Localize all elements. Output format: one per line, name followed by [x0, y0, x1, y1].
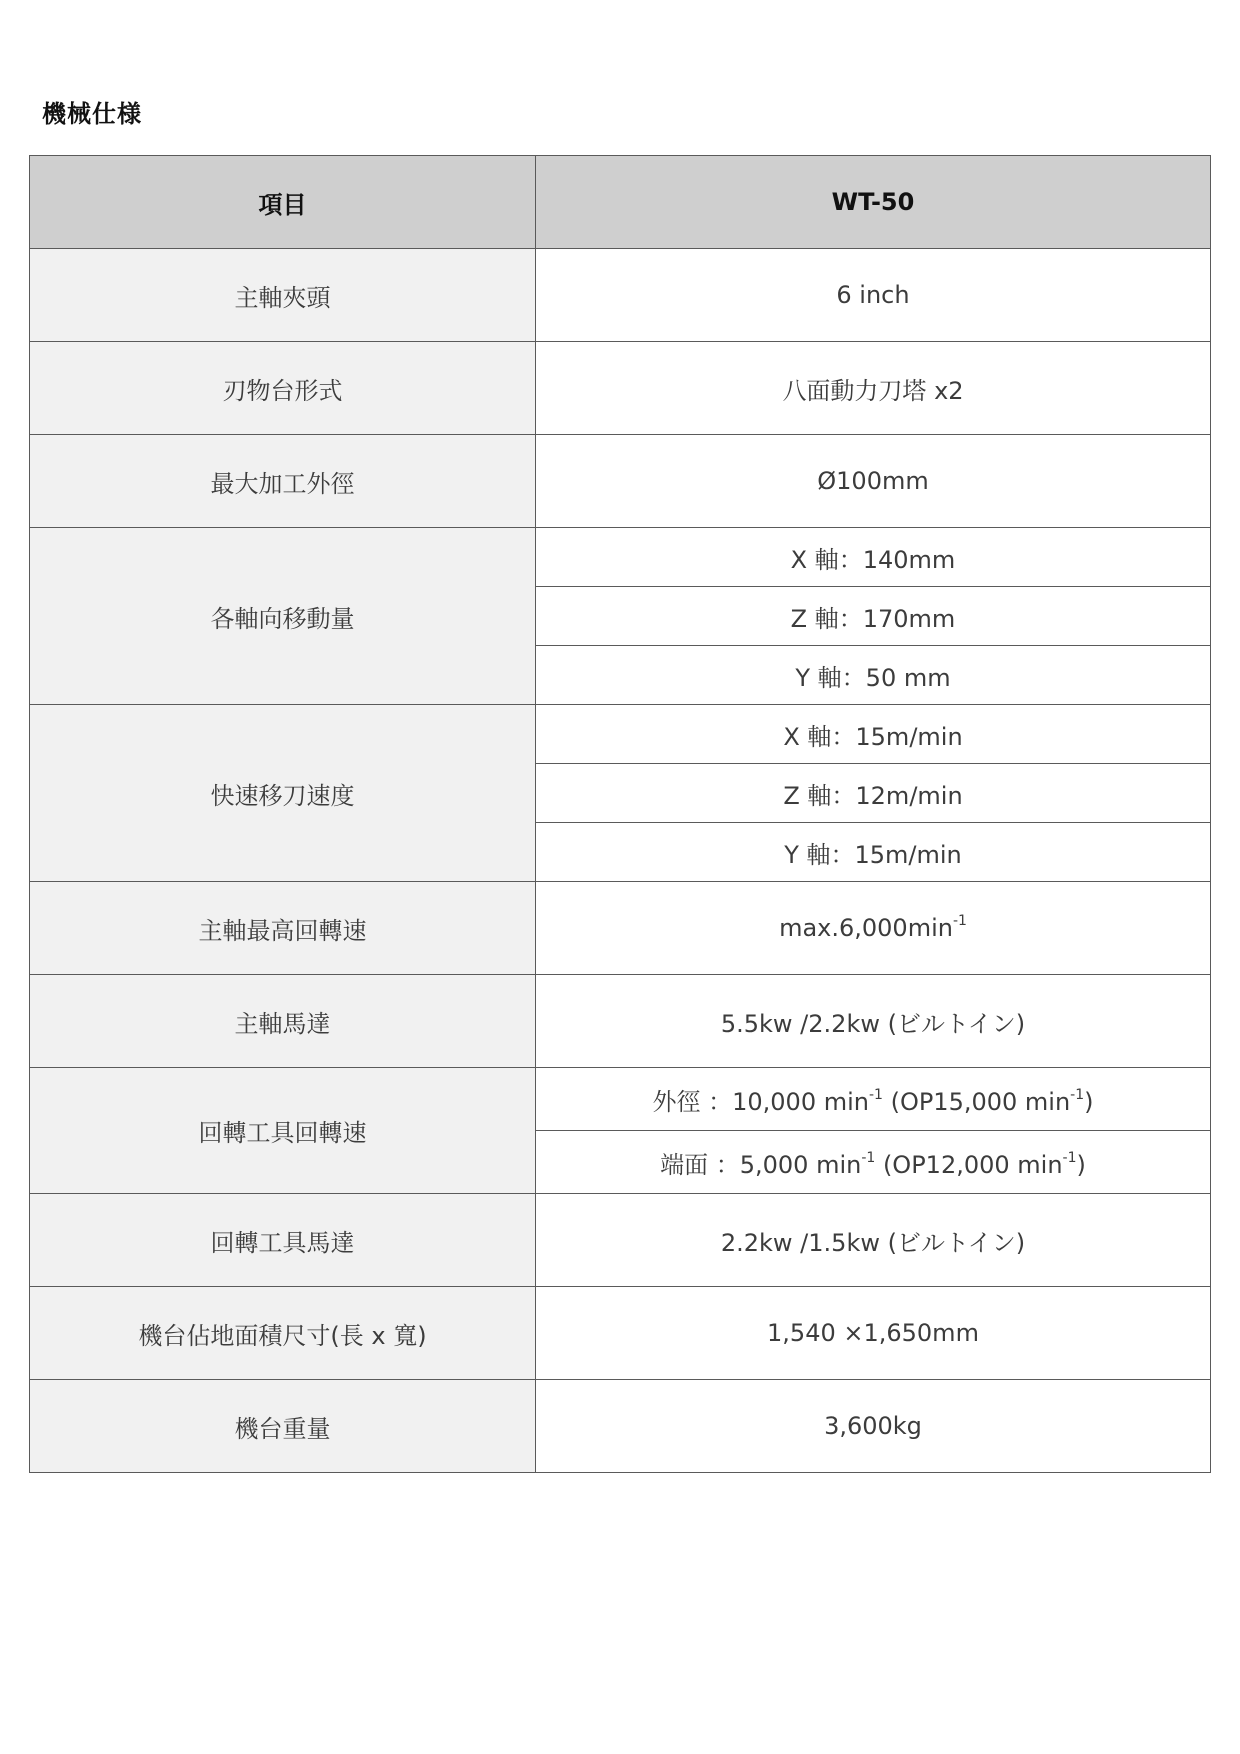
row-value: 1,540 ×1,650mm: [536, 1287, 1211, 1380]
row-value: 5.5kw /2.2kw (ビルトイン): [536, 975, 1211, 1068]
value-text: max.6,000min: [779, 914, 953, 942]
row-label: 主軸馬達: [30, 975, 536, 1068]
row-label: 最大加工外徑: [30, 435, 536, 528]
page-title: 機械仕様: [42, 100, 142, 128]
value-text: (OP12,000 min: [875, 1150, 1063, 1179]
row-value-z-axis: Z 軸：12m/min: [536, 764, 1211, 823]
row-label: 主軸夾頭: [30, 249, 536, 342]
superscript: -1: [1062, 1149, 1077, 1166]
row-label: 機台佔地面積尺寸(長 x 寬): [30, 1287, 536, 1380]
row-label: 回轉工具馬達: [30, 1194, 536, 1287]
value-text: 外徑 ：10,000 min: [652, 1087, 869, 1116]
table-row: [30, 1068, 1211, 1131]
table-row: [30, 1287, 1211, 1380]
spec-table: [29, 155, 1211, 1473]
superscript: -1: [868, 1086, 883, 1103]
table-row: [30, 882, 1211, 975]
value-text: ): [1076, 1150, 1086, 1179]
value-text: ): [1084, 1087, 1094, 1116]
row-value-z-axis: Z 軸：170mm: [536, 587, 1211, 646]
row-value: 3,600kg: [536, 1380, 1211, 1473]
table-row: [30, 435, 1211, 528]
table-row: [30, 705, 1211, 764]
row-value: 2.2kw /1.5kw (ビルトイン): [536, 1194, 1211, 1287]
table-row: [30, 975, 1211, 1068]
row-value-face: [536, 1131, 1211, 1194]
header-model: WT-50: [536, 156, 1211, 249]
table-row: [30, 1380, 1211, 1473]
row-value-x-axis: X 軸：140mm: [536, 528, 1211, 587]
row-value: [536, 882, 1211, 975]
table-row: [30, 342, 1211, 435]
row-label: 回轉工具回轉速: [30, 1068, 536, 1194]
value-text: (OP15,000 min: [882, 1087, 1071, 1116]
row-label: 刃物台形式: [30, 342, 536, 435]
table-row: [30, 1194, 1211, 1287]
value-text: 端面 ：5,000 min: [660, 1150, 862, 1179]
row-value-outer: [536, 1068, 1211, 1131]
superscript: -1: [952, 913, 967, 929]
superscript: -1: [1070, 1086, 1085, 1103]
row-value-y-axis: Y 軸：15m/min: [536, 823, 1211, 882]
table-header-row: [30, 156, 1211, 249]
row-label: 機台重量: [30, 1380, 536, 1473]
superscript: -1: [861, 1149, 876, 1166]
row-value: Ø100mm: [536, 435, 1211, 528]
row-label: 快速移刀速度: [30, 705, 536, 882]
row-label: 主軸最高回轉速: [30, 882, 536, 975]
row-value-x-axis: X 軸：15m/min: [536, 705, 1211, 764]
table-row: [30, 528, 1211, 587]
row-value: 八面動力刀塔 x2: [536, 342, 1211, 435]
row-label: 各軸向移動量: [30, 528, 536, 705]
row-value: 6 inch: [536, 249, 1211, 342]
header-item: 項目: [30, 156, 536, 249]
table-row: [30, 249, 1211, 342]
row-value-y-axis: Y 軸：50 mm: [536, 646, 1211, 705]
